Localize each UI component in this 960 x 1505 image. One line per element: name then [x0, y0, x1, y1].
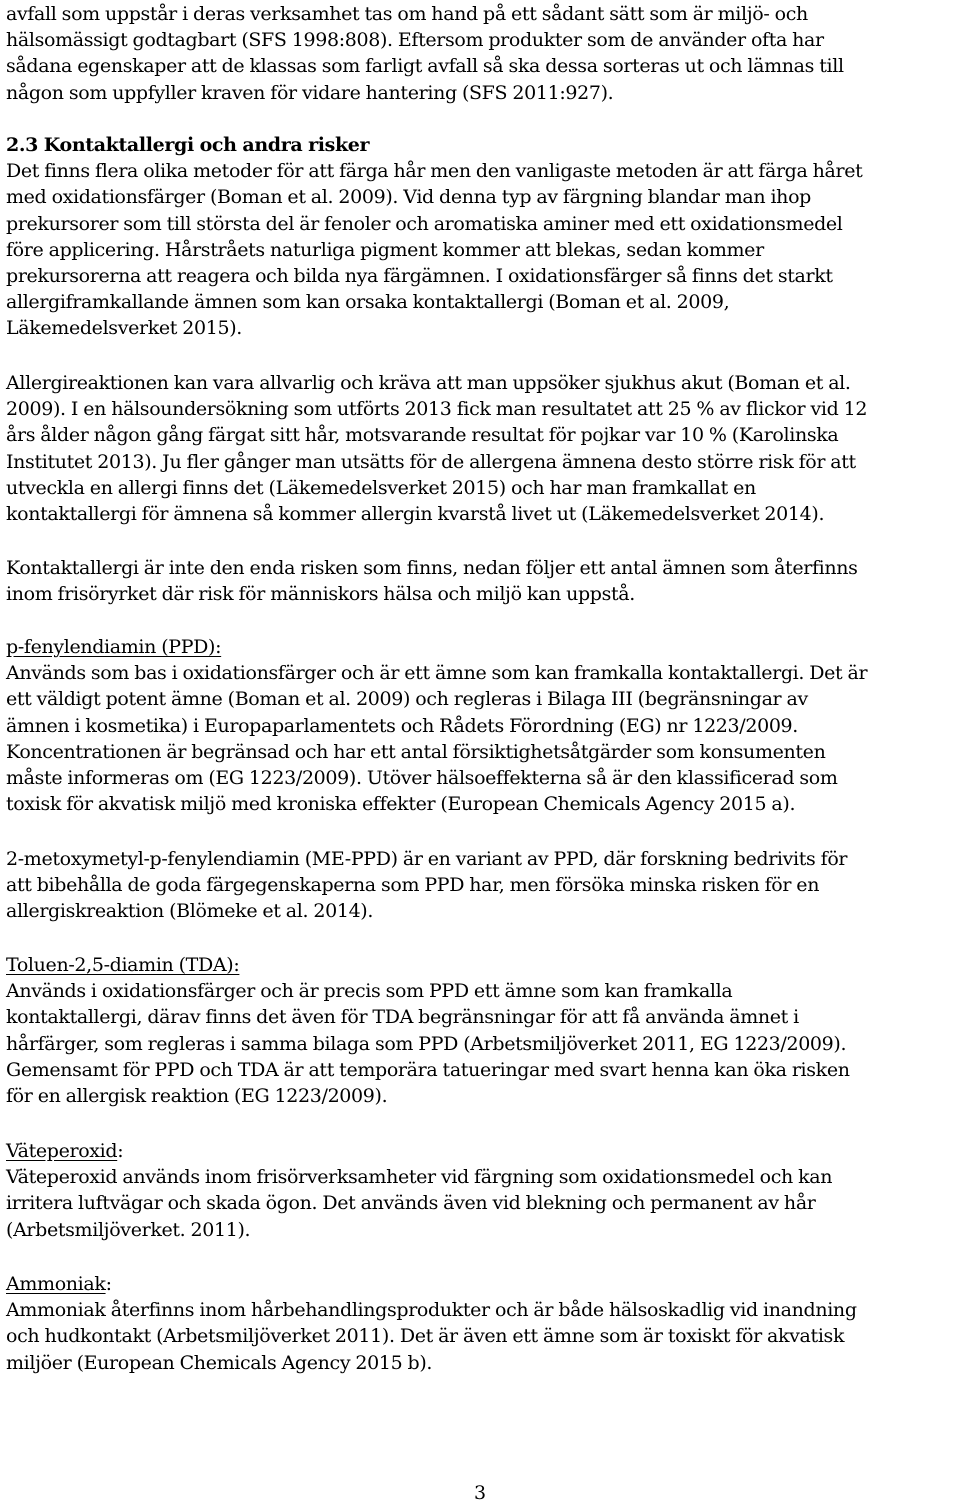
text-line: Institutet 2013). Ju fler gånger man utsätts för de allergena ämnena desto större risk för att	[6, 450, 856, 473]
text-line: måste informeras om (EG 1223/2009). Utöver hälsoeffekterna så är den klassificerad som	[6, 767, 838, 790]
ppd-section	[6, 634, 956, 817]
risk-intro-paragraph	[6, 555, 956, 607]
text-line: avfall som uppstår i deras verksamhet tas om hand på ett sådant sätt som är miljö- och	[6, 3, 808, 25]
section-2-3	[6, 132, 956, 342]
text-line: Kontaktallergi är inte den enda risken som finns, nedan följer ett antal ämnen som återfinns	[6, 557, 858, 579]
text-line: hårfärger, som regleras i samma bilaga som PPD (Arbetsmiljöverket 2011, EG 1223/2009).	[6, 1032, 847, 1055]
tda-title: Toluen-2,5-diamin (TDA):	[6, 954, 240, 976]
text-line: års ålder någon gång färgat sitt hår, motsvarande resultat för pojkar var 10 % (Karolinska	[6, 424, 839, 447]
tda-section	[6, 952, 956, 1109]
text-line: 2009). I en hälsoundersökning som utförts 2013 fick man resultatet att 25 % av flickor vid 12	[6, 398, 868, 421]
text-line: toxisk för akvatisk miljö med kroniska effekter (European Chemicals Agency 2015 a).	[6, 793, 796, 816]
text-line: någon som uppfyller kraven för vidare hantering (SFS 2011:927).	[6, 81, 614, 104]
ammoniak-section	[6, 1271, 956, 1376]
allergy-paragraph	[6, 370, 956, 527]
text-line: sådana egenskaper att de klassas som farligt avfall så ska dessa sorteras ut och lämnas till	[6, 55, 844, 78]
text-line: kontaktallergi, därav finns det även för TDA begränsningar för att få använda ämnet i	[6, 1006, 799, 1029]
text-line: Ammoniak återfinns inom hårbehandlingsprodukter och är både hälsoskadlig vid inandning	[6, 1299, 857, 1322]
text-line: Allergireaktionen kan vara allvarlig och kräva att man uppsöker sjukhus akut (Boman et al.	[6, 372, 851, 394]
text-line: Det finns flera olika metoder för att färga hår men den vanligaste metoden är att färga håret	[6, 160, 863, 183]
text-line: med oxidationsfärger (Boman et al. 2009). Vid denna typ av färgning blandar man ihop	[6, 186, 811, 209]
text-line: ett väldigt potent ämne (Boman et al. 2009) och regleras i Bilaga III (begränsningar av	[6, 688, 808, 711]
text-line: inom frisöryrket där risk för människors hälsa och miljö kan uppstå.	[6, 583, 635, 606]
text-line: prekursorer som till största del är fenoler och aromatiska aminer med ett oxidationsmedel	[6, 212, 843, 235]
text-line: irritera luftvägar och skada ögon. Det används även vid blekning och permanent av hår	[6, 1192, 816, 1215]
text-line: Läkemedelsverket 2015).	[6, 317, 242, 340]
ammoniak-title-colon: :	[105, 1273, 112, 1295]
ammoniak-title-text: Ammoniak	[6, 1273, 106, 1295]
text-line: för en allergisk reaktion (EG 1223/2009).	[6, 1085, 388, 1108]
text-line: Koncentrationen är begränsad och har ett antal försiktighetsåtgärder som konsumenten	[6, 740, 826, 763]
text-line: prekursorerna att reagera och bilda nya färgämnen. I oxidationsfärger så finns det starkt	[6, 265, 833, 288]
text-line: Gemensamt för PPD och TDA är att temporära tatueringar med svart henna kan öka risken	[6, 1058, 850, 1081]
meppd-paragraph	[6, 846, 956, 925]
text-line: 2-metoxymetyl-p-fenylendiamin (ME-PPD) är en variant av PPD, där forskning bedrivits för	[6, 848, 848, 870]
text-line: miljöer (European Chemicals Agency 2015 b).	[6, 1351, 433, 1374]
text-line: allergiframkallande ämnen som kan orsaka kontaktallergi (Boman et al. 2009,	[6, 291, 730, 314]
text-line: ämnen i kosmetika) i Europaparlamentets och Rådets Förordning (EG) nr 1223/2009.	[6, 714, 798, 737]
vateperoxid-title	[6, 1138, 956, 1164]
intro-paragraph	[6, 1, 956, 106]
text-line: och hudkontakt (Arbetsmiljöverket 2011). Det är även ett ämne som är toxiskt för akvatisk	[6, 1325, 845, 1348]
text-line: Används som bas i oxidationsfärger och är ett ämne som kan framkalla kontaktallergi. Det är	[6, 662, 868, 685]
ammoniak-title	[6, 1271, 956, 1297]
vateperoxid-title-colon: :	[117, 1140, 124, 1162]
text-line: allergiskreaktion (Blömeke et al. 2014).	[6, 900, 374, 923]
text-line: att bibehålla de goda färgegenskaperna som PPD har, men försöka minska risken för en	[6, 874, 820, 897]
text-line: utveckla en allergi finns det (Läkemedelsverket 2015) och har man framkallat en	[6, 476, 756, 499]
text-line: före applicering. Hårstråets naturliga pigment kommer att blekas, sedan kommer	[6, 238, 764, 261]
vateperoxid-section	[6, 1138, 956, 1243]
section-heading: 2.3 Kontaktallergi och andra risker	[6, 134, 370, 156]
ppd-title: p-fenylendiamin (PPD):	[6, 636, 222, 658]
text-line: (Arbetsmiljöverket. 2011).	[6, 1218, 251, 1241]
vateperoxid-title-text: Väteperoxid	[6, 1140, 118, 1162]
page-number: 3	[473, 1482, 487, 1504]
text-line: Väteperoxid används inom frisörverksamheter vid färgning som oxidationsmedel och kan	[6, 1166, 833, 1189]
text-line: hälsomässigt godtagbart (SFS 1998:808). Eftersom produkter som de använder ofta har	[6, 29, 824, 52]
text-line: kontaktallergi för ämnena så kommer allergin kvarstå livet ut (Läkemedelsverket 2014).	[6, 503, 825, 526]
text-line: Används i oxidationsfärger och är precis som PPD ett ämne som kan framkalla	[6, 980, 733, 1003]
